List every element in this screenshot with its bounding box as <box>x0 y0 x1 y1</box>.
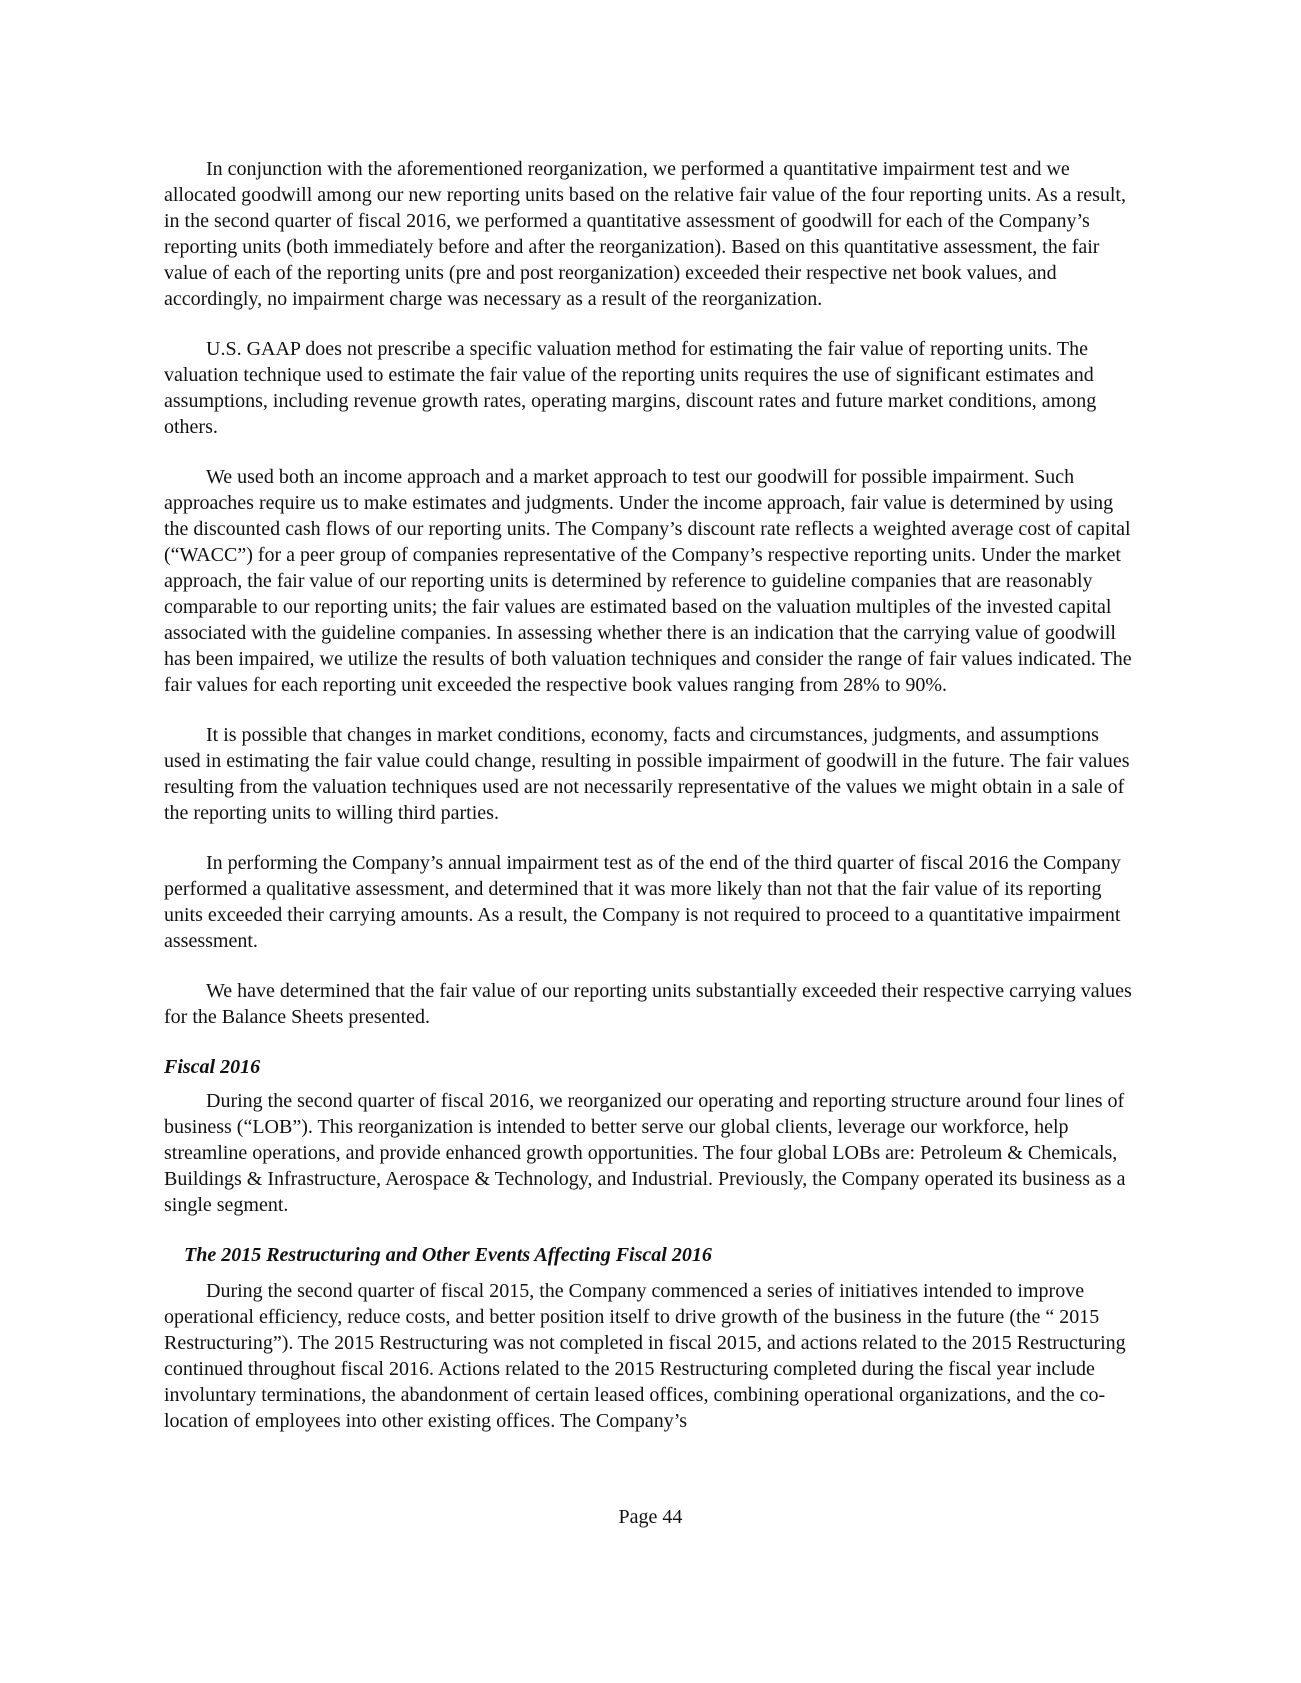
paragraph-2015-restructuring: During the second quarter of fiscal 2015, the Company commenced a series of initiatives intended to improve operational efficiency, reduce costs, and better position itself to drive growth of the business in the future (the “ 2015 Restructuring”). The 2015 Restructuring was not completed in fiscal 2015, and actions related to the 2015 Restructuring continued throughout fiscal 2016. Actions related to the 2015 Restructuring completed during the fiscal year include involuntary terminations, the abandonment of certain leased offices, combining operational organizations, and the co-location of employees into other existing offices. The Company’s <box>164 1280 1126 1432</box>
section-heading-2015-restructuring: The 2015 Restructuring and Other Events Affecting Fiscal 2016 <box>184 1244 712 1266</box>
paragraph-annual-impairment-test: In performing the Company’s annual impairment test as of the end of the third quarter of fiscal 2016 the Company performed a qualitative assessment, and determined that it was more likely than not that the fair value of its reporting units exceeded their carrying amounts. As a result, the Company is not required to proceed to a quantitative impairment assessment. <box>164 852 1121 952</box>
paragraph-income-market-approach: We used both an income approach and a market approach to test our goodwill for possible impairment. Such approaches require us to make estimates and judgments. Under the income approach, fair value is determined by using the discounted cash flows of our reporting units. The Company’s discount rate reflects a weighted average cost of capital (“WACC”) for a peer group of companies representative of the Company’s respective reporting units. Under the market approach, the fair value of our reporting units is determined by reference to guideline companies that are reasonably comparable to our reporting units; the fair values are estimated based on the valuation multiples of the invested capital associated with the guideline companies. In assessing whether there is an indication that the carrying value of goodwill has been impaired, we utilize the results of both valuation techniques and consider the range of fair values indicated. The fair values for each reporting unit exceeded the respective book values ranging from 28% to 90%. <box>164 466 1132 696</box>
page-number: Page 44 <box>618 1506 683 1528</box>
paragraph-possible-impairment: It is possible that changes in market conditions, economy, facts and circumstances, judgments, and assumptions used in estimating the fair value could change, resulting in possible impairment of goodwill in the future. The fair values resulting from the valuation techniques used are not necessarily representative of the values we might obtain in a sale of the reporting units to willing third parties. <box>164 724 1130 824</box>
paragraph-reorganization-impairment-test: In conjunction with the aforementioned reorganization, we performed a quantitative impairment test and we allocated goodwill among our new reporting units based on the relative fair value of the four reporting units. As a result, in the second quarter of fiscal 2016, we performed a quantitative assessment of goodwill for each of the Company’s reporting units (both immediately before and after the reorganization). Based on this quantitative assessment, the fair value of each of the reporting units (pre and post reorganization) exceeded their respective net book values, and accordingly, no impairment charge was necessary as a result of the reorganization. <box>164 158 1126 310</box>
document-page <box>164 156 1134 1434</box>
section-heading-fiscal-2016: Fiscal 2016 <box>164 1056 261 1078</box>
paragraph-fair-value-exceeded: We have determined that the fair value of our reporting units substantially exceeded their respective carrying values for the Balance Sheets presented. <box>164 980 1132 1028</box>
paragraph-fiscal-2016-reorganization: During the second quarter of fiscal 2016, we reorganized our operating and reporting structure around four lines of business (“LOB”). This reorganization is intended to better serve our global clients, leverage our workforce, help streamline operations, and provide enhanced growth opportunities. The four global LOBs are: Petroleum & Chemicals, Buildings & Infrastructure, Aerospace & Technology, and Industrial. Previously, the Company operated its business as a single segment. <box>164 1090 1126 1216</box>
paragraph-valuation-method: U.S. GAAP does not prescribe a specific valuation method for estimating the fair value of reporting units. The valuation technique used to estimate the fair value of the reporting units requires the use of significant estimates and assumptions, including revenue growth rates, operating margins, discount rates and future market conditions, among others. <box>164 338 1097 438</box>
